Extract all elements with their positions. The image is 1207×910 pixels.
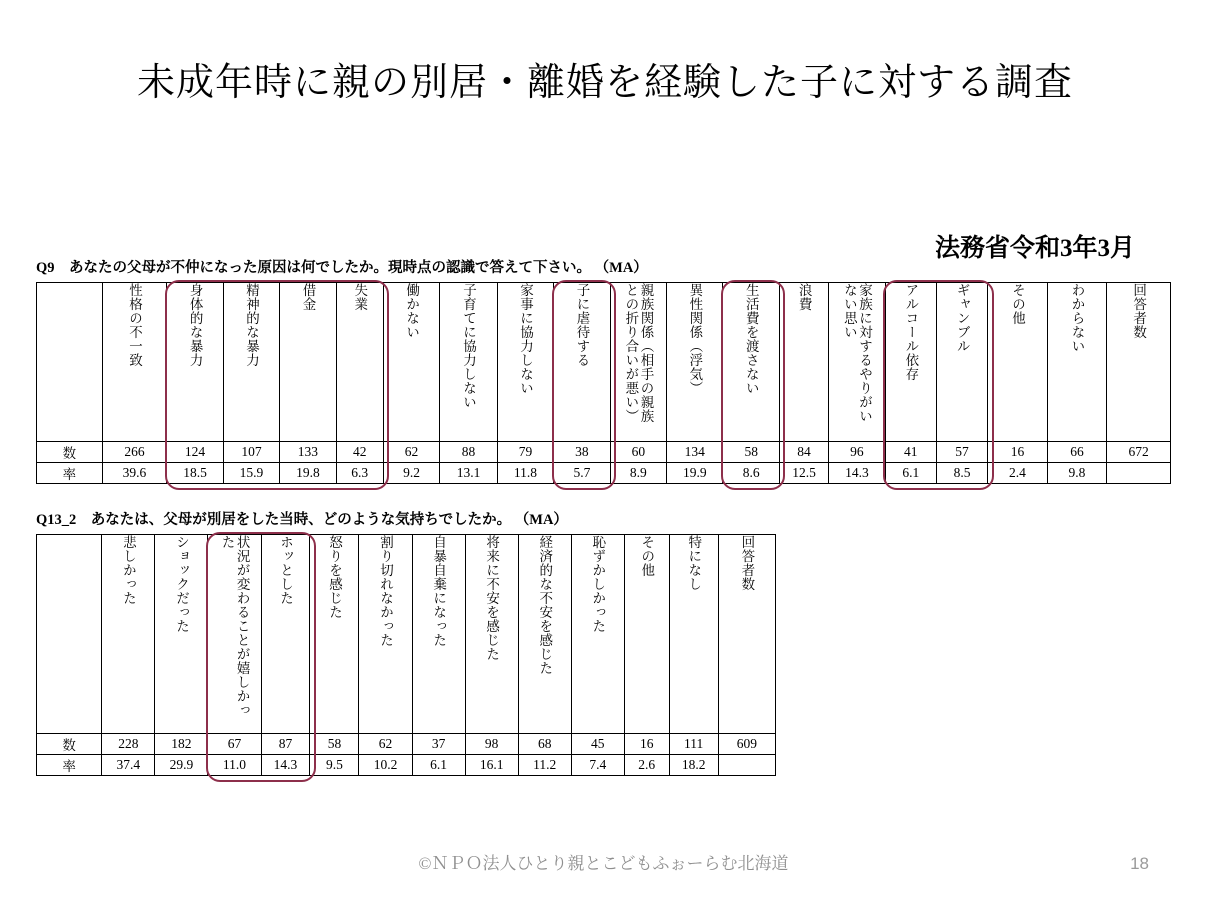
- row-label: 数: [37, 442, 103, 463]
- data-cell: 39.6: [102, 463, 167, 484]
- column-header-text: 家族に対するやりがいない思い: [841, 283, 872, 423]
- data-cell: 16.1: [465, 755, 518, 776]
- data-cell: 11.8: [497, 463, 553, 484]
- column-header: [610, 283, 666, 442]
- column-header-text: 身体的な暴力: [187, 283, 203, 367]
- data-cell: 266: [102, 442, 167, 463]
- column-header-text: 失業: [352, 283, 368, 311]
- data-cell: 8.9: [610, 463, 666, 484]
- data-cell: 16: [988, 442, 1048, 463]
- column-header-text: その他: [1010, 283, 1026, 325]
- data-cell: 58: [723, 442, 779, 463]
- column-header: [936, 283, 987, 442]
- data-cell: 10.2: [359, 755, 412, 776]
- column-header: [102, 283, 167, 442]
- column-header-text: 子育てに協力しない: [461, 283, 477, 409]
- column-header-text: 回答者数: [739, 535, 755, 591]
- column-header-text: 性格の不一致: [127, 283, 143, 367]
- footer-credit: ©ＮＰＯ法人ひとり親とこどもふぉーらむ北海道: [418, 854, 789, 873]
- row-label: 率: [37, 755, 102, 776]
- data-cell: 8.5: [936, 463, 987, 484]
- column-header: [440, 283, 497, 442]
- column-header: [1107, 283, 1171, 442]
- data-cell: 2.4: [988, 463, 1048, 484]
- data-cell: 98: [465, 734, 518, 755]
- data-cell: 18.2: [669, 755, 718, 776]
- column-header: [667, 283, 723, 442]
- column-header: [208, 535, 261, 734]
- column-header-text: 働かない: [404, 283, 420, 339]
- data-cell: 19.8: [280, 463, 336, 484]
- row-label: 数: [37, 734, 102, 755]
- source-label: 法務省令和3年3月: [934, 235, 1135, 262]
- column-header: [554, 283, 610, 442]
- data-cell: 14.3: [829, 463, 885, 484]
- table-row: [37, 442, 1171, 463]
- data-cell: 87: [261, 734, 310, 755]
- data-cell: 6.1: [885, 463, 936, 484]
- data-cell: 88: [440, 442, 497, 463]
- data-cell: 38: [554, 442, 610, 463]
- data-cell: [1107, 463, 1171, 484]
- data-cell: [718, 755, 775, 776]
- column-header-text: 異性関係（浮気）: [687, 283, 703, 395]
- column-header-text: 親族関係（相手の親族との折り合いが悪い）: [623, 283, 654, 423]
- column-header-text: 悲しかった: [120, 535, 136, 605]
- data-cell: 62: [359, 734, 412, 755]
- q9-question-label: Q9 あなたの父母が不仲になった原因は何でしたか。現時点の認識で答えて下さい。 （MA）: [36, 260, 648, 276]
- row-label: 率: [37, 463, 103, 484]
- table-corner-cell: [37, 283, 103, 442]
- data-cell: 11.2: [518, 755, 571, 776]
- column-header: [359, 535, 412, 734]
- data-cell: 13.1: [440, 463, 497, 484]
- data-cell: 107: [223, 442, 279, 463]
- data-cell: 134: [667, 442, 723, 463]
- q13-table: [36, 534, 776, 776]
- column-header-text: わからない: [1069, 283, 1085, 353]
- table-row: [37, 283, 1171, 442]
- column-header-text: 子に虐待する: [574, 283, 590, 367]
- column-header-text: 状況が変わることが嬉しかった: [219, 535, 250, 717]
- data-cell: 9.5: [310, 755, 359, 776]
- column-header-text: 特になし: [686, 535, 702, 591]
- data-cell: 6.1: [412, 755, 465, 776]
- data-cell: 11.0: [208, 755, 261, 776]
- data-cell: 62: [383, 442, 439, 463]
- data-cell: 29.9: [155, 755, 208, 776]
- data-cell: 15.9: [223, 463, 279, 484]
- page-title: 未成年時に親の別居・離婚を経験した子に対する調査: [136, 62, 1073, 104]
- data-cell: 84: [779, 442, 828, 463]
- column-header: [336, 283, 383, 442]
- column-header-text: その他: [639, 535, 655, 577]
- column-header: [885, 283, 936, 442]
- column-header: [624, 535, 669, 734]
- data-cell: 45: [571, 734, 624, 755]
- column-header: [518, 535, 571, 734]
- q13-question-label: Q13_2 あなたは、父母が別居をした当時、どのような気持ちでしたか。 （MA）: [36, 512, 568, 528]
- column-header: [383, 283, 439, 442]
- data-cell: 6.3: [336, 463, 383, 484]
- data-cell: 9.8: [1047, 463, 1107, 484]
- data-cell: 37.4: [102, 755, 155, 776]
- column-header: [412, 535, 465, 734]
- table-row: [37, 755, 776, 776]
- data-cell: 609: [718, 734, 775, 755]
- column-header-text: 怒りを感じた: [327, 535, 343, 619]
- column-header-text: ギャンブル: [954, 283, 970, 353]
- data-cell: 96: [829, 442, 885, 463]
- column-header: [155, 535, 208, 734]
- column-header-text: 回答者数: [1131, 283, 1147, 339]
- column-header-text: 割り切れなかった: [378, 535, 394, 647]
- column-header: [497, 283, 553, 442]
- column-header: [571, 535, 624, 734]
- table-row: [37, 734, 776, 755]
- column-header: [465, 535, 518, 734]
- data-cell: 68: [518, 734, 571, 755]
- column-header-text: 恥ずかしかった: [590, 535, 606, 633]
- column-header-text: 家事に協力しない: [518, 283, 533, 395]
- q9-table: [36, 282, 1171, 484]
- column-header: [779, 283, 828, 442]
- data-cell: 14.3: [261, 755, 310, 776]
- column-header: [669, 535, 718, 734]
- data-cell: 42: [336, 442, 383, 463]
- column-header: [223, 283, 279, 442]
- column-header: [829, 283, 885, 442]
- data-cell: 79: [497, 442, 553, 463]
- data-cell: 124: [167, 442, 223, 463]
- data-cell: 228: [102, 734, 155, 755]
- column-header-text: ホッとした: [278, 535, 294, 605]
- column-header-text: 経済的な不安を感じた: [537, 535, 553, 675]
- column-header-text: 浪費: [796, 283, 812, 311]
- table-row: [37, 535, 776, 734]
- data-cell: 60: [610, 442, 666, 463]
- column-header: [988, 283, 1048, 442]
- column-header: [718, 535, 775, 734]
- column-header: [1047, 283, 1107, 442]
- data-cell: 18.5: [167, 463, 223, 484]
- data-cell: 2.6: [624, 755, 669, 776]
- data-cell: 57: [936, 442, 987, 463]
- column-header-text: ショックだった: [173, 535, 189, 633]
- column-header: [723, 283, 779, 442]
- data-cell: 37: [412, 734, 465, 755]
- table-corner-cell: [37, 535, 102, 734]
- page-number: 18: [1130, 854, 1149, 873]
- column-header-text: 将来に不安を感じた: [484, 535, 500, 661]
- table-row: [37, 463, 1171, 484]
- column-header-text: 精神的な暴力: [244, 283, 260, 367]
- data-cell: 58: [310, 734, 359, 755]
- data-cell: 12.5: [779, 463, 828, 484]
- data-cell: 182: [155, 734, 208, 755]
- data-cell: 8.6: [723, 463, 779, 484]
- data-cell: 16: [624, 734, 669, 755]
- column-header-text: 生活費を渡さない: [743, 283, 759, 395]
- column-header-text: 借金: [300, 283, 316, 311]
- data-cell: 133: [280, 442, 336, 463]
- data-cell: 9.2: [383, 463, 439, 484]
- data-cell: 672: [1107, 442, 1171, 463]
- data-cell: 7.4: [571, 755, 624, 776]
- data-cell: 5.7: [554, 463, 610, 484]
- column-header: [261, 535, 310, 734]
- data-cell: 19.9: [667, 463, 723, 484]
- column-header: [167, 283, 223, 442]
- data-cell: 111: [669, 734, 718, 755]
- column-header: [102, 535, 155, 734]
- column-header: [280, 283, 336, 442]
- column-header-text: 自暴自棄になった: [431, 535, 447, 647]
- data-cell: 41: [885, 442, 936, 463]
- column-header-text: アルコール依存: [903, 283, 919, 381]
- data-cell: 66: [1047, 442, 1107, 463]
- column-header: [310, 535, 359, 734]
- data-cell: 67: [208, 734, 261, 755]
